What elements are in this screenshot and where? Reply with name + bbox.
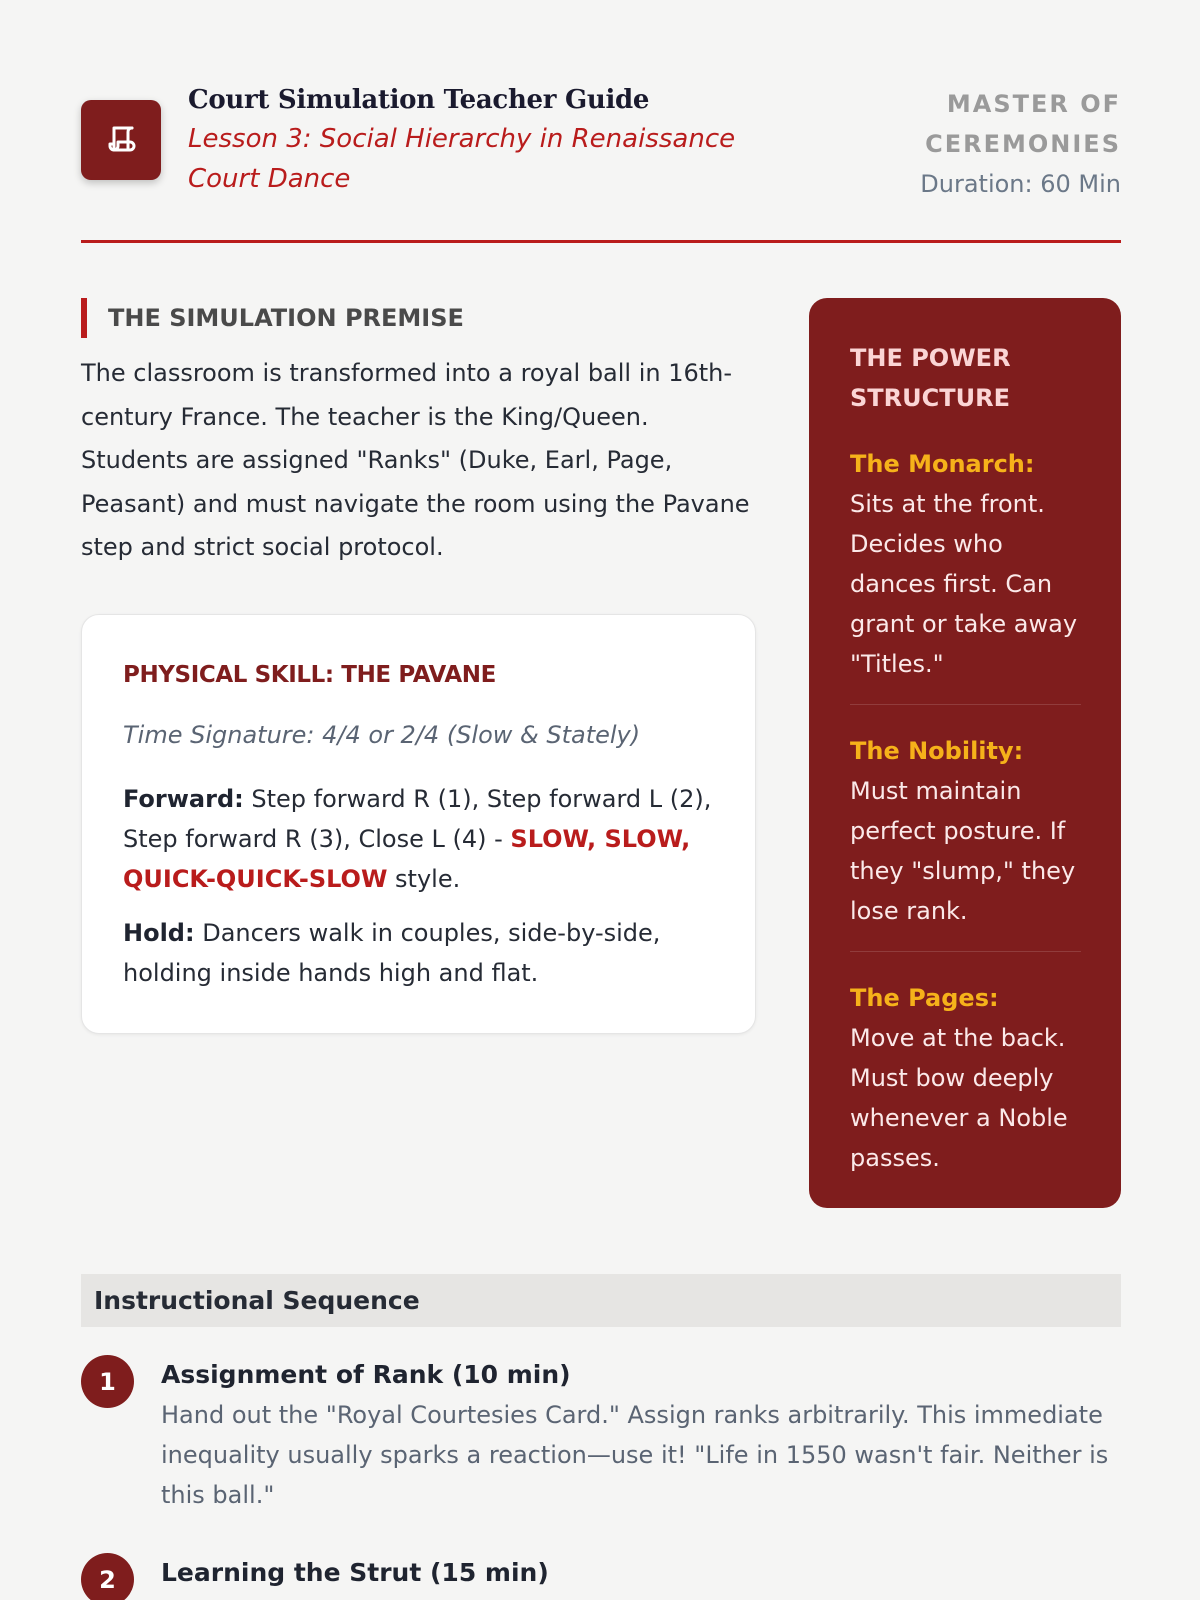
time-signature: Time Signature: 4/4 or 2/4 (Slow & Stately) [123, 720, 641, 749]
page-title: Court Simulation Teacher Guide [188, 85, 650, 115]
premise-heading: THE SIMULATION PREMISE [81, 298, 756, 338]
role-label: MASTER OF CEREMONIES [925, 90, 1121, 158]
role-monarch [850, 444, 1081, 705]
step-title: Learning the Strut (15 min) [161, 1558, 549, 1587]
header-text [188, 84, 788, 199]
role-nobility [850, 731, 1081, 952]
premise-column [81, 298, 756, 1034]
role-pages [850, 978, 1081, 1198]
guide-header [81, 84, 1121, 200]
step-text: Hand out the "Royal Courtesies Card." Assign ranks arbitrarily. This immediate inequality usually sparks a reaction—use it! "Life in 1550 wasn't fair. Neither is this ball." [161, 1401, 1109, 1509]
sequence-heading: Instructional Sequence [81, 1274, 1121, 1327]
hold-step [123, 913, 715, 993]
sequence-list [81, 1355, 1121, 1600]
step-number-badge: 1 [81, 1355, 134, 1408]
forward-text: Step forward R (1), Step forward L (2), Step forward R (3), Close L (4) - [123, 784, 712, 853]
lesson-subtitle: Lesson 3: Social Hierarchy in Renaissance Court Dance [188, 124, 736, 194]
duration-label: Duration: 60 Min [920, 170, 1121, 198]
forward-step [123, 779, 715, 899]
hold-label: Hold: [123, 918, 195, 947]
role-name: The Pages: [850, 984, 999, 1012]
scroll-icon [81, 100, 161, 180]
premise-text: The classroom is transformed into a royal ball in 16th-century France. The teacher is the King/Queen. Students are assigned "Ranks" (Duke, Earl, Page, Peasant) and must navigate the room using the Pavane step and strict social protocol. [81, 359, 750, 561]
role-name: The Nobility: [850, 737, 1024, 765]
power-structure-panel [809, 298, 1121, 1208]
role-description: Sits at the front. Decides who dances first. Can grant or take away "Titles." [850, 490, 1078, 678]
header-divider [81, 240, 1121, 243]
forward-tail: style. [387, 864, 461, 893]
role-description: Move at the back. Must bow deeply whenever a Noble passes. [850, 1024, 1068, 1172]
forward-rhythm: SLOW, SLOW, QUICK-QUICK-SLOW [123, 824, 691, 893]
power-title: THE POWER STRUCTURE [850, 344, 1011, 412]
header-meta [861, 84, 1121, 204]
step-title: Assignment of Rank (10 min) [161, 1360, 571, 1389]
sequence-step [81, 1355, 1121, 1515]
role-description: Must maintain perfect posture. If they "slump," they lose rank. [850, 777, 1076, 925]
skill-title: PHYSICAL SKILL: THE PAVANE [123, 661, 496, 688]
role-name: The Monarch: [850, 450, 1035, 478]
hold-text: Dancers walk in couples, side-by-side, holding inside hands high and flat. [123, 918, 661, 987]
step-number-badge: 2 [81, 1553, 134, 1600]
forward-label: Forward: [123, 784, 244, 813]
skill-card [81, 614, 756, 1034]
sequence-step [81, 1553, 1121, 1593]
